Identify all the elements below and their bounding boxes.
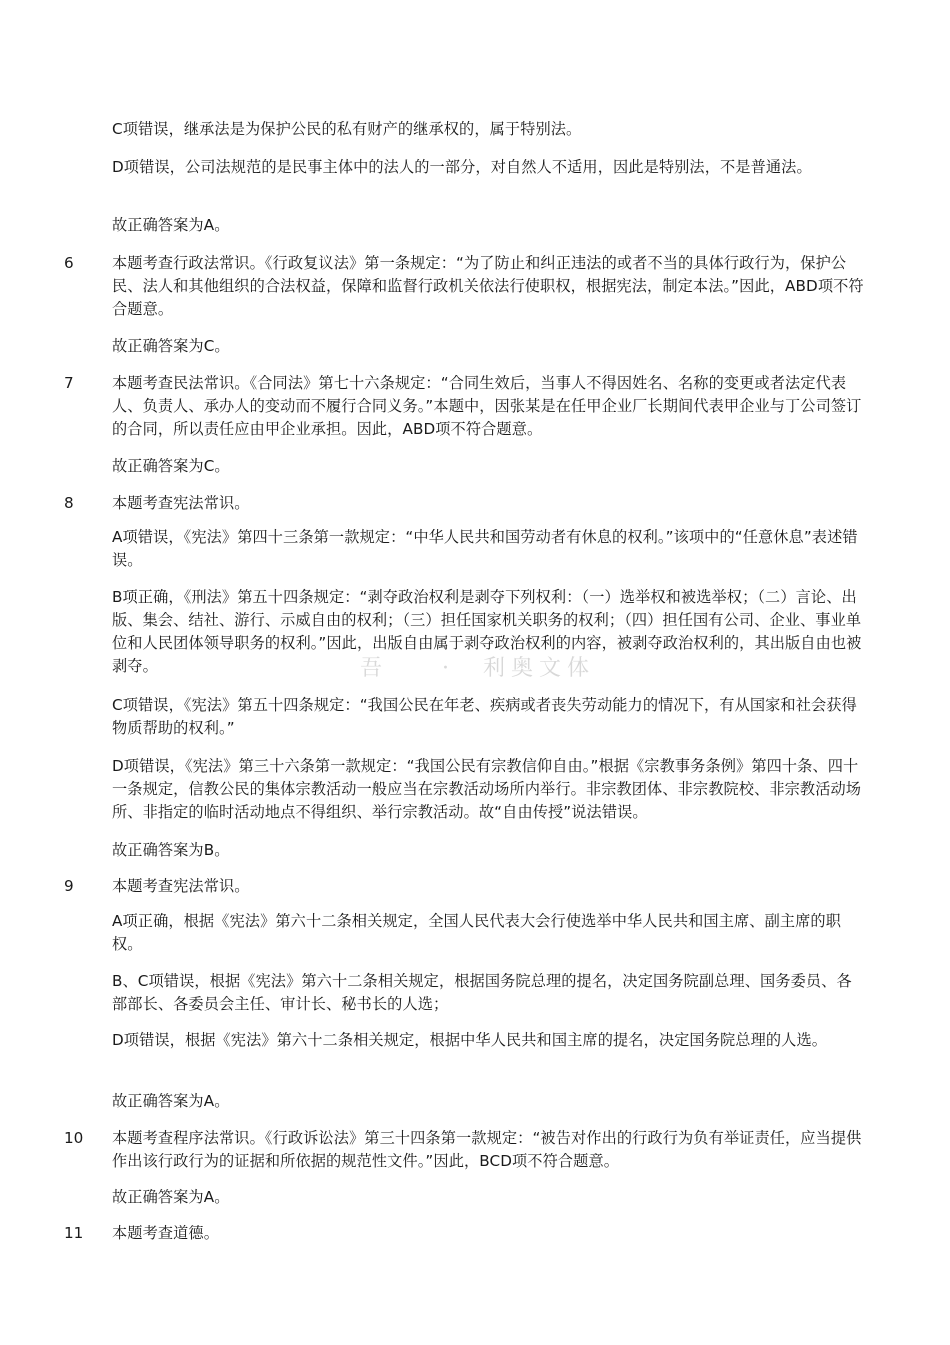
option-analysis-a: A项正确，根据《宪法》第六十二条相关规定，全国人民代表大会行使选举中华人民共和国主席、副主席的职权。 (112, 912, 842, 953)
answer-line: 故正确答案为C。 (112, 337, 230, 355)
answer-line: 故正确答案为B。 (112, 841, 230, 859)
question-number: 10 (64, 1129, 84, 1147)
option-analysis-b: B项正确，《刑法》第五十四条规定：“剥夺政治权利是剥夺下列权利：（一）选举权和被选举权；（二）言论、出版、集会、结社、游行、示威自由的权利；（三）担任国家机关职务的权利；（四）担任国有公司、企业、事业单位和人民团体领导职务的权利。”因此，出版自由属于剥夺政治权利的内容，被剥夺政治权利的，其出版自由也被剥夺。 (112, 588, 862, 675)
option-analysis-a: A项错误，《宪法》第四十三条第一款规定：“中华人民共和国劳动者有休息的权利。”该项中的“任意休息”表述错误。 (112, 528, 858, 569)
option-analysis-c: C项错误，《宪法》第五十四条规定：“我国公民在年老、疾病或者丧失劳动能力的情况下，有从国家和社会获得物质帮助的权利。” (112, 696, 857, 737)
question-explanation: 本题考查道德。 (112, 1224, 220, 1242)
paragraph-c-inheritance: C项错误，继承法是为保护公民的私有财产的继承权的，属于特别法。 (112, 120, 582, 138)
paragraph-d-company-law: D项错误，公司法规范的是民事主体中的法人的一部分，对自然人不适用，因此是特别法，不是普通法。 (112, 158, 812, 176)
watermark: 吾 · 利奥文体 (360, 656, 595, 681)
answer-line: 故正确答案为A。 (112, 1092, 230, 1110)
question-number: 11 (64, 1224, 84, 1242)
question-number: 7 (64, 374, 74, 392)
option-analysis-d: D项错误，《宪法》第三十六条第一款规定：“我国公民有宗教信仰自由。”根据《宗教事务条例》第四十条、四十一条规定，信教公民的集体宗教活动一般应当在宗教活动场所内举行。非宗教团体、非宗教院校、非宗教活动场所、非指定的临时活动地点不得组织、举行宗教活动。故“自由传授”说法错误。 (112, 757, 862, 821)
option-analysis-bc: B、C项错误，根据《宪法》第六十二条相关规定，根据国务院总理的提名，决定国务院副总理、国务委员、各部部长、各委员会主任、审计长、秘书长的人选； (112, 972, 852, 1013)
option-analysis-d: D项错误，根据《宪法》第六十二条相关规定，根据中华人民共和国主席的提名，决定国务院总理的人选。 (112, 1031, 828, 1049)
question-explanation: 本题考查宪法常识。 (112, 494, 250, 512)
question-explanation: 本题考查宪法常识。 (112, 877, 250, 895)
answer-line: 故正确答案为A。 (112, 216, 230, 234)
answer-line: 故正确答案为C。 (112, 457, 230, 475)
question-explanation: 本题考查程序法常识。《行政诉讼法》第三十四条第一款规定：“被告对作出的行政行为负有举证责任，应当提供作出该行政行为的证据和所依据的规范性文件。”因此，BCD项不符合题意。 (112, 1129, 862, 1170)
question-number: 9 (64, 877, 74, 895)
question-explanation: 本题考查行政法常识。《行政复议法》第一条规定：“为了防止和纠正违法的或者不当的具体行政行为，保护公民、法人和其他组织的合法权益，保障和监督行政机关依法行使职权，根据宪法，制定本法。”因此，ABD项不符合题意。 (112, 254, 864, 318)
answer-line: 故正确答案为A。 (112, 1188, 230, 1206)
question-explanation: 本题考查民法常识。《合同法》第七十六条规定：“合同生效后，当事人不得因姓名、名称的变更或者法定代表人、负责人、承办人的变动而不履行合同义务。”本题中，因张某是在任甲企业厂长期间代表甲企业与丁公司签订的合同，所以责任应由甲企业承担。因此，ABD项不符合题意。 (112, 374, 862, 438)
question-number: 6 (64, 254, 74, 272)
question-number: 8 (64, 494, 74, 512)
